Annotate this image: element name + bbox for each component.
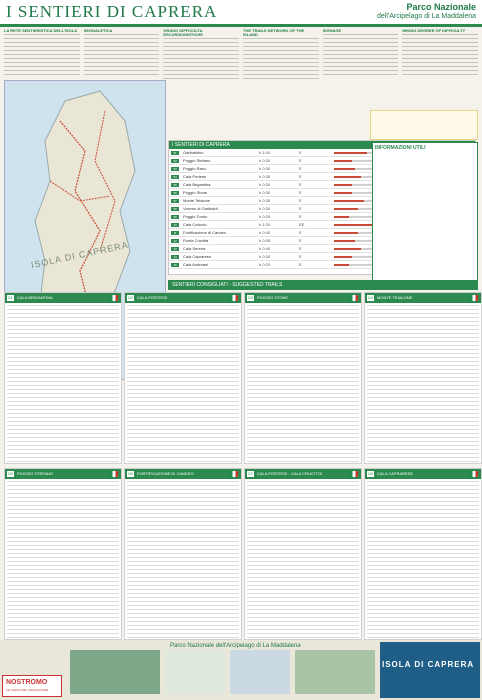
trail-time: h 1:00 [259, 150, 271, 155]
trail-card-number: 03 [248, 295, 253, 300]
trail-difficulty: E [299, 206, 302, 211]
trail-time: h 0:30 [259, 190, 271, 195]
trail-card-header [365, 469, 481, 479]
trail-card-body [247, 305, 359, 465]
elevation-bar-fill [334, 248, 361, 250]
park-name [377, 2, 476, 21]
trail-number: 10 [171, 223, 179, 227]
cover-panel [165, 650, 225, 694]
trail-number: 15 [171, 263, 179, 267]
trail-number: 04 [171, 175, 179, 179]
column-heading: SEGNALETICA [83, 29, 113, 33]
trail-name: Vocesu di Garibaldi [183, 206, 218, 211]
trail-time: h 1:20 [259, 222, 271, 227]
info-box [372, 142, 478, 282]
trail-difficulty: E [299, 150, 302, 155]
trail-card [364, 468, 482, 640]
trail-time: h 0:30 [259, 166, 271, 171]
trail-card-header [5, 469, 121, 479]
trail-number: 01 [171, 151, 179, 155]
trail-card-body [127, 481, 239, 641]
trail-card-number: 05 [8, 471, 13, 476]
trail-difficulty: E [299, 198, 302, 203]
publisher-name: NOSTROMO [6, 679, 48, 686]
intro-column [402, 29, 478, 79]
trail-card-header [125, 469, 241, 479]
trail-name: Poggio Rasu [183, 166, 206, 171]
trail-card-title: CALA CAPRARESE [377, 471, 414, 476]
trail-name: Fortificazione di Candeo [183, 230, 227, 235]
elevation-bar-fill [334, 168, 355, 170]
trail-number: 03 [171, 167, 179, 171]
header-rule [0, 24, 482, 27]
trail-card [244, 292, 362, 464]
body-text [243, 38, 319, 79]
trail-name: Cala Brigantina [183, 182, 211, 187]
trail-card-body [127, 305, 239, 465]
trail-card-number: 08 [368, 471, 373, 476]
elevation-bar-fill [334, 200, 364, 202]
trail-difficulty: E [299, 174, 302, 179]
trail-difficulty: E [299, 246, 302, 251]
elevation-bar-fill [334, 264, 349, 266]
column-heading: LA RETE SENTIERISTICA DELL'ISOLA [4, 29, 78, 33]
trail-card-header [245, 293, 361, 303]
elevation-bar-fill [334, 208, 358, 210]
trail-name: Cala Caprarese [183, 254, 212, 259]
column-heading: GRADO DIFFICOLTA ESCURSIONISTICHE [163, 29, 203, 37]
elevation-bar-fill [334, 232, 358, 234]
italian-flag-icon [110, 471, 118, 477]
trail-difficulty: E [299, 166, 302, 171]
trail-card-header [245, 469, 361, 479]
trail-card-title: CALA BRIGANTINA [17, 295, 53, 300]
trail-time: h 0:40 [259, 230, 271, 235]
column-heading: HIKING DEGREE OF DIFFICULTY [402, 29, 466, 33]
trail-time: h 0:30 [259, 182, 271, 187]
trail-name: Cala Coticcio [183, 222, 207, 227]
trail-card-title: MONTE TEIALONE [377, 295, 413, 300]
table-title: I SENTIERI DI CAPRERA [169, 141, 475, 149]
column-heading: SIGNAGE [322, 29, 342, 33]
publisher-tagline: LE CARTE DEL VIAGGIATORE [6, 688, 49, 692]
elevation-bar-fill [334, 192, 352, 194]
difficulty-box [370, 110, 478, 140]
trail-difficulty: E [299, 182, 302, 187]
trail-card [244, 468, 362, 640]
suggested-trails-heading: SENTIERI CONSIGLIATI - SUGGESTED TRAILS [168, 280, 478, 290]
trail-card-body [367, 305, 479, 465]
elevation-bar-fill [334, 160, 352, 162]
trail-number: 14 [171, 255, 179, 259]
park-name-line2: dell'Arcipelago di La Maddalena [376, 13, 476, 20]
page-title: I SENTIERI DI CAPRERA [6, 2, 218, 21]
intro-column [323, 29, 399, 79]
intro-columns [4, 29, 478, 79]
trail-difficulty: E [299, 214, 302, 219]
trail-card [124, 292, 242, 464]
trail-time: h 0:20 [259, 214, 271, 219]
trail-number: 11 [171, 231, 179, 235]
italian-flag-icon [110, 295, 118, 301]
trail-name: Monte Teialone [183, 198, 211, 203]
info-title: INFORMAZIONI UTILI [375, 145, 426, 151]
intro-column [84, 29, 160, 79]
body-text [323, 34, 399, 76]
trail-card-title: CALA PORTESE - CALA CRUCITTA [257, 471, 323, 476]
trail-card-body [247, 481, 359, 641]
trail-difficulty: E [299, 254, 302, 259]
elevation-bar-fill [334, 216, 349, 218]
trail-number: 07 [171, 199, 179, 203]
elevation-bar-fill [334, 152, 367, 154]
cover-panel [230, 650, 290, 694]
park-footer: Parco Nazionale dell'Arcipelago di La Maddalena [170, 643, 301, 649]
trail-number: 13 [171, 247, 179, 251]
body-text [84, 34, 160, 76]
trail-name: Cala Andreani [183, 262, 209, 267]
trail-card-body [367, 481, 479, 641]
cover-title: ISOLA DI CAPRERA [382, 660, 475, 669]
column-heading: THE TRAILS NETWORK OF THE ISLAND [243, 29, 305, 37]
trail-card-number: 07 [248, 471, 253, 476]
trail-name: Cala Portese [183, 174, 207, 179]
trail-time: h 0:30 [259, 206, 271, 211]
cover-image [380, 642, 480, 698]
trail-card-body [7, 305, 119, 465]
italian-flag-icon [470, 295, 478, 301]
trail-card-number: 02 [128, 295, 133, 300]
italian-flag-icon [230, 471, 238, 477]
trail-card-title: POGGIO STEFANO [17, 471, 54, 476]
trail-name: Punta Crucitta [183, 238, 209, 243]
trail-time: h 0:35 [259, 174, 271, 179]
trail-card-header [365, 293, 481, 303]
trail-card-number: 04 [368, 295, 373, 300]
trail-name: Garibaldino [183, 150, 204, 155]
trail-card [364, 292, 482, 464]
italian-flag-icon [230, 295, 238, 301]
cover-panel [295, 650, 375, 694]
map-thumbnail [70, 650, 160, 694]
elevation-bar-fill [334, 240, 355, 242]
italian-flag-icon [470, 471, 478, 477]
trail-card [4, 292, 122, 464]
trail-difficulty: E [299, 238, 302, 243]
body-text [402, 34, 478, 76]
trail-difficulty: EE [299, 222, 305, 227]
italian-flag-icon [350, 295, 358, 301]
trail-card [4, 468, 122, 640]
trail-difficulty: E [299, 190, 302, 195]
trail-number: 06 [171, 191, 179, 195]
trail-card-header [125, 293, 241, 303]
body-text [4, 34, 80, 76]
trail-number: 05 [171, 183, 179, 187]
trail-time: h 0:35 [259, 198, 271, 203]
trail-card-header [5, 293, 121, 303]
trail-card [124, 468, 242, 640]
trail-card-title: CALA PORTESE [137, 295, 168, 300]
trail-time: h 0:40 [259, 246, 271, 251]
trail-time: h 0:35 [259, 238, 271, 243]
trail-time: h 0:20 [259, 262, 271, 267]
intro-column [163, 29, 239, 79]
trail-name: Poggio Tondo [183, 214, 208, 219]
body-text [163, 38, 239, 79]
elevation-bar-fill [334, 176, 361, 178]
trail-name: Poggio Stone [183, 190, 208, 195]
trail-time: h 0:30 [259, 158, 271, 163]
trail-name: Cala Serena [183, 246, 206, 251]
trail-number: 08 [171, 207, 179, 211]
elevation-bar-fill [334, 184, 352, 186]
trail-difficulty: E [299, 158, 302, 163]
map-island-label: ISOLA DI CAPRERA [30, 239, 130, 271]
trail-number: 09 [171, 215, 179, 219]
intro-column [4, 29, 80, 79]
trail-card-number: 01 [8, 295, 13, 300]
trail-difficulty: E [299, 262, 302, 267]
elevation-bar-fill [334, 256, 352, 258]
intro-column [243, 29, 319, 79]
trail-name: Poggio Stefano [183, 158, 211, 163]
trail-card-title: POGGIO STONE [257, 295, 289, 300]
park-name-line1: Parco Nazionale [406, 2, 476, 12]
trail-card-body [7, 481, 119, 641]
trail-card-title: FORTIFICAZIONE DI CANDEO [137, 471, 194, 476]
trail-number: 02 [171, 159, 179, 163]
trail-number: 12 [171, 239, 179, 243]
trail-difficulty: E [299, 230, 302, 235]
trail-card-number: 06 [128, 471, 133, 476]
trail-time: h 0:30 [259, 254, 271, 259]
italian-flag-icon [350, 471, 358, 477]
